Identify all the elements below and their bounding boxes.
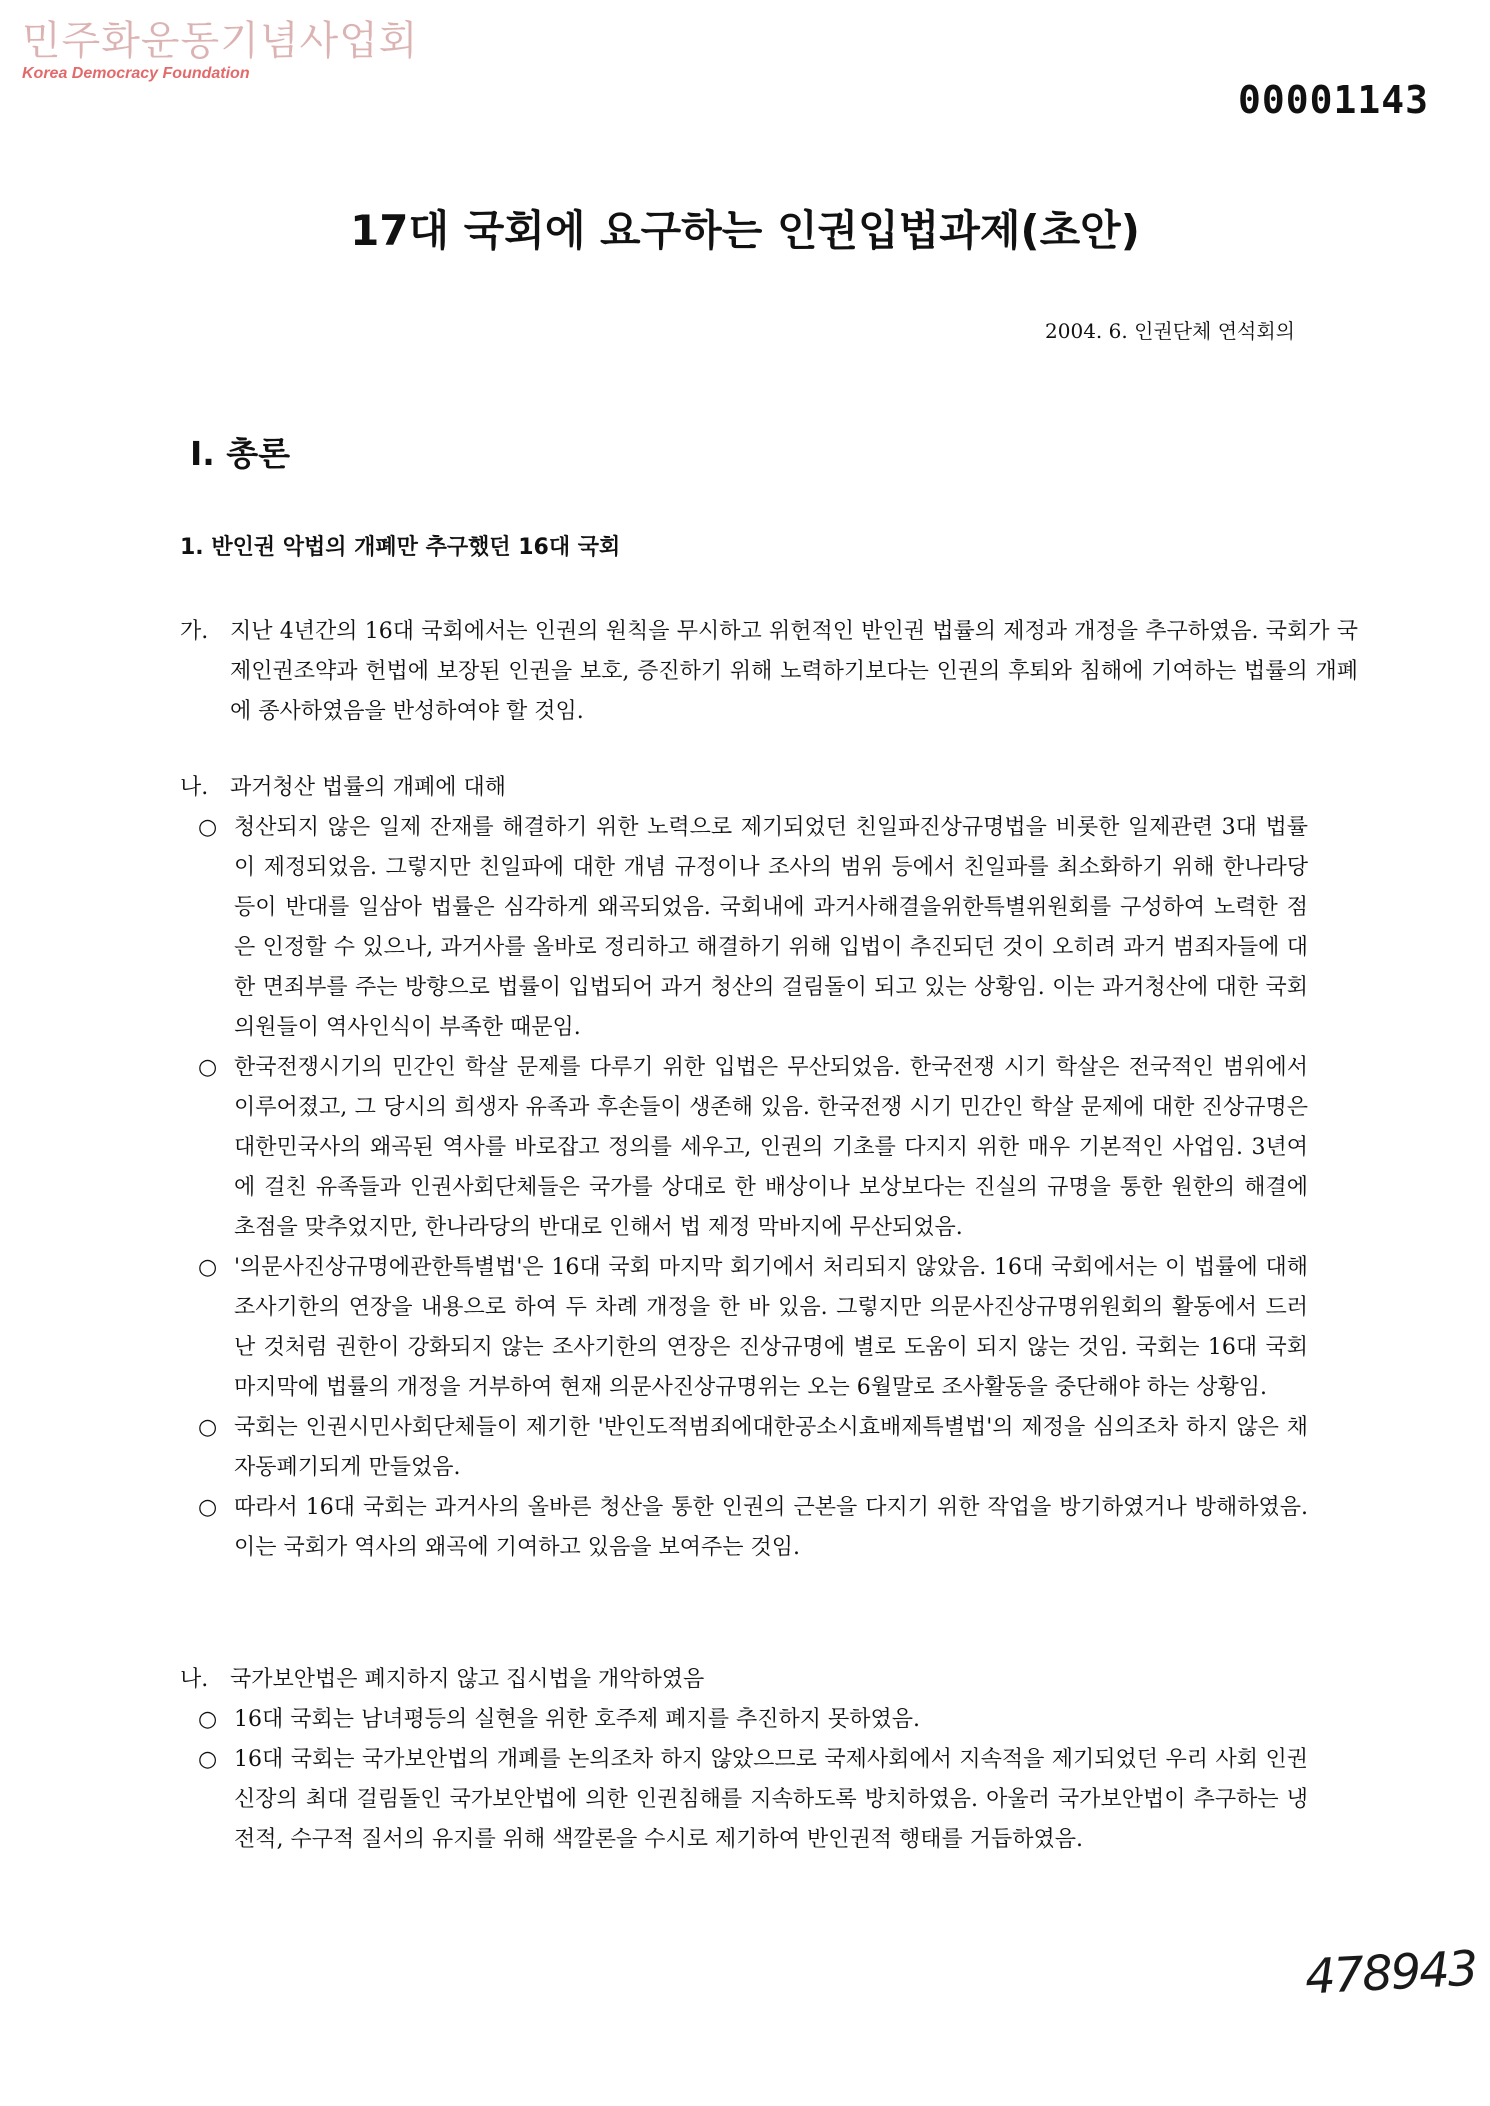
watermark-korean: 민주화운동기념사업회	[22, 18, 419, 64]
list-item	[180, 1488, 1308, 1568]
list-item-text: 한국전쟁시기의 민간인 학살 문제를 다루기 위한 입법은 무산되었음. 한국전쟁 시기 학살은 전국적인 범위에서 이루어졌고, 그 당시의 희생자 유족과 후손들이 생존해 있음. 한국전쟁 시기 민간인 학살 문제에 대한 진상규명은 대한민국사의 왜곡된 역사를 바로잡고 정의를 세우고, 인권의 기초를 다지지 위한 매우 기본적인 사업임. 3년여에 걸친 유족들과 인권사회단체들은 국가를 상대로 한 배상이나 보상보다는 진실의 규명을 통한 원한의 해결에 초점을 맞추었지만, 한나라당의 반대로 인해서 법 제정 막바지에 무산되었음.	[234, 1055, 1308, 1240]
list-item-text: 따라서 16대 국회는 과거사의 올바른 청산을 통한 인권의 근본을 다지기 위한 작업을 방기하였거나 방해하였음. 이는 국회가 역사의 왜곡에 기여하고 있음을 보여주는 것임.	[234, 1495, 1308, 1560]
list-item-text: 16대 국회는 국가보안법의 개폐를 논의조차 하지 않았으므로 국제사회에서 지속적을 제기되었던 우리 사회 인권 신장의 최대 걸림돌인 국가보안법에 의한 인권침해를 지속하도록 방치하였음. 아울러 국가보안법이 추구하는 냉전적, 수구적 질서의 유지를 위해 색깔론을 수시로 제기하여 반인권적 행태를 거듭하였음.	[234, 1747, 1308, 1852]
list-item-text: 국회는 인권시민사회단체들이 제기한 '반인도적범죄에대한공소시효배제특별법'의 제정을 심의조차 하지 않은 채 자동폐기되게 만들었음.	[234, 1415, 1308, 1480]
document-title: 17대 국회에 요구하는 인권입법과제(초안)	[350, 206, 1140, 255]
sub-heading: 1. 반인권 악법의 개폐만 추구했던 16대 국회	[180, 535, 621, 560]
list-item	[180, 1740, 1308, 1860]
group-national-security-law	[180, 1660, 1308, 1860]
list-item	[180, 808, 1308, 1048]
list-item-text: 청산되지 않은 일제 잔재를 해결하기 위한 노력으로 제기되었던 친일파진상규명법을 비롯한 일제관련 3대 법률이 제정되었음. 그렇지만 친일파에 대한 개념 규정이나 조사의 범위 등에서 친일파를 최소화하기 위해 한나라당 등이 반대를 일삼아 법률은 심각하게 왜곡되었음. 국회내에 과거사해결을위한특별위원회를 구성하여 노력한 점은 인정할 수 있으나, 과거사를 올바로 정리하고 해결하기 위해 입법이 추진되던 것이 오히려 과거 범죄자들에 대한 면죄부를 주는 방향으로 법률이 입법되어 과거 청산의 걸림돌이 되고 있는 상황임. 이는 과거청산에 대한 국회의원들이 역사인식이 부족한 때문임.	[234, 815, 1308, 1040]
paragraph-ga	[180, 612, 1358, 732]
group-title	[180, 1660, 1308, 1700]
group-title-text: 과거청산 법률의 개폐에 대해	[230, 775, 507, 800]
bullet-circle-icon: ○	[198, 1707, 218, 1732]
group-title-text: 국가보안법은 폐지하지 않고 집시법을 개악하였음	[230, 1667, 705, 1692]
bullet-circle-icon: ○	[198, 1415, 218, 1440]
handwritten-number: 478943	[1303, 1940, 1478, 2006]
list-item	[180, 1408, 1308, 1488]
foundation-watermark	[22, 18, 418, 83]
paragraph-text: 지난 4년간의 16대 국회에서는 인권의 원칙을 무시하고 위헌적인 반인권 법률의 제정과 개정을 추구하였음. 국회가 국제인권조약과 헌법에 보장된 인권을 보호, 증진하기 위해 노력하기보다는 인권의 후퇴와 침해에 기여하는 법률의 개폐에 종사하였음을 반성하여야 할 것임.	[230, 619, 1358, 724]
document-number: 00001143	[1238, 78, 1430, 122]
group-title	[180, 768, 1308, 808]
group-label: 나.	[180, 1667, 209, 1692]
list-item	[180, 1048, 1308, 1248]
section-heading: Ⅰ. 총론	[190, 434, 291, 473]
list-item-text: 16대 국회는 남녀평등의 실현을 위한 호주제 폐지를 추진하지 못하였음.	[234, 1707, 920, 1732]
bullet-circle-icon: ○	[198, 815, 218, 840]
date-author-line: 2004. 6. 인권단체 연석회의	[1045, 319, 1295, 343]
bullet-circle-icon: ○	[198, 1055, 218, 1080]
list-item	[180, 1700, 1308, 1740]
paragraph-label: 가.	[180, 619, 209, 644]
bullet-circle-icon: ○	[198, 1495, 218, 1520]
group-label: 나.	[180, 775, 209, 800]
bullet-circle-icon: ○	[198, 1255, 218, 1280]
list-item-text: '의문사진상규명에관한특별법'은 16대 국회 마지막 회기에서 처리되지 않았음. 16대 국회에서는 이 법률에 대해 조사기한의 연장을 내용으로 하여 두 차례 개정을 한 바 있음. 그렇지만 의문사진상규명위원회의 활동에서 드러난 것처럼 권한이 강화되지 않는 조사기한의 연장은 진상규명에 별로 도움이 되지 않는 것임. 국회는 16대 국회 마지막에 법률의 개정을 거부하여 현재 의문사진상규명위는 오는 6월말로 조사활동을 중단해야 하는 상황임.	[234, 1255, 1308, 1400]
list-item	[180, 1248, 1308, 1408]
bullet-circle-icon: ○	[198, 1747, 218, 1772]
watermark-english: Korea Democracy Foundation	[22, 65, 250, 82]
group-past-settlement	[180, 768, 1308, 1568]
